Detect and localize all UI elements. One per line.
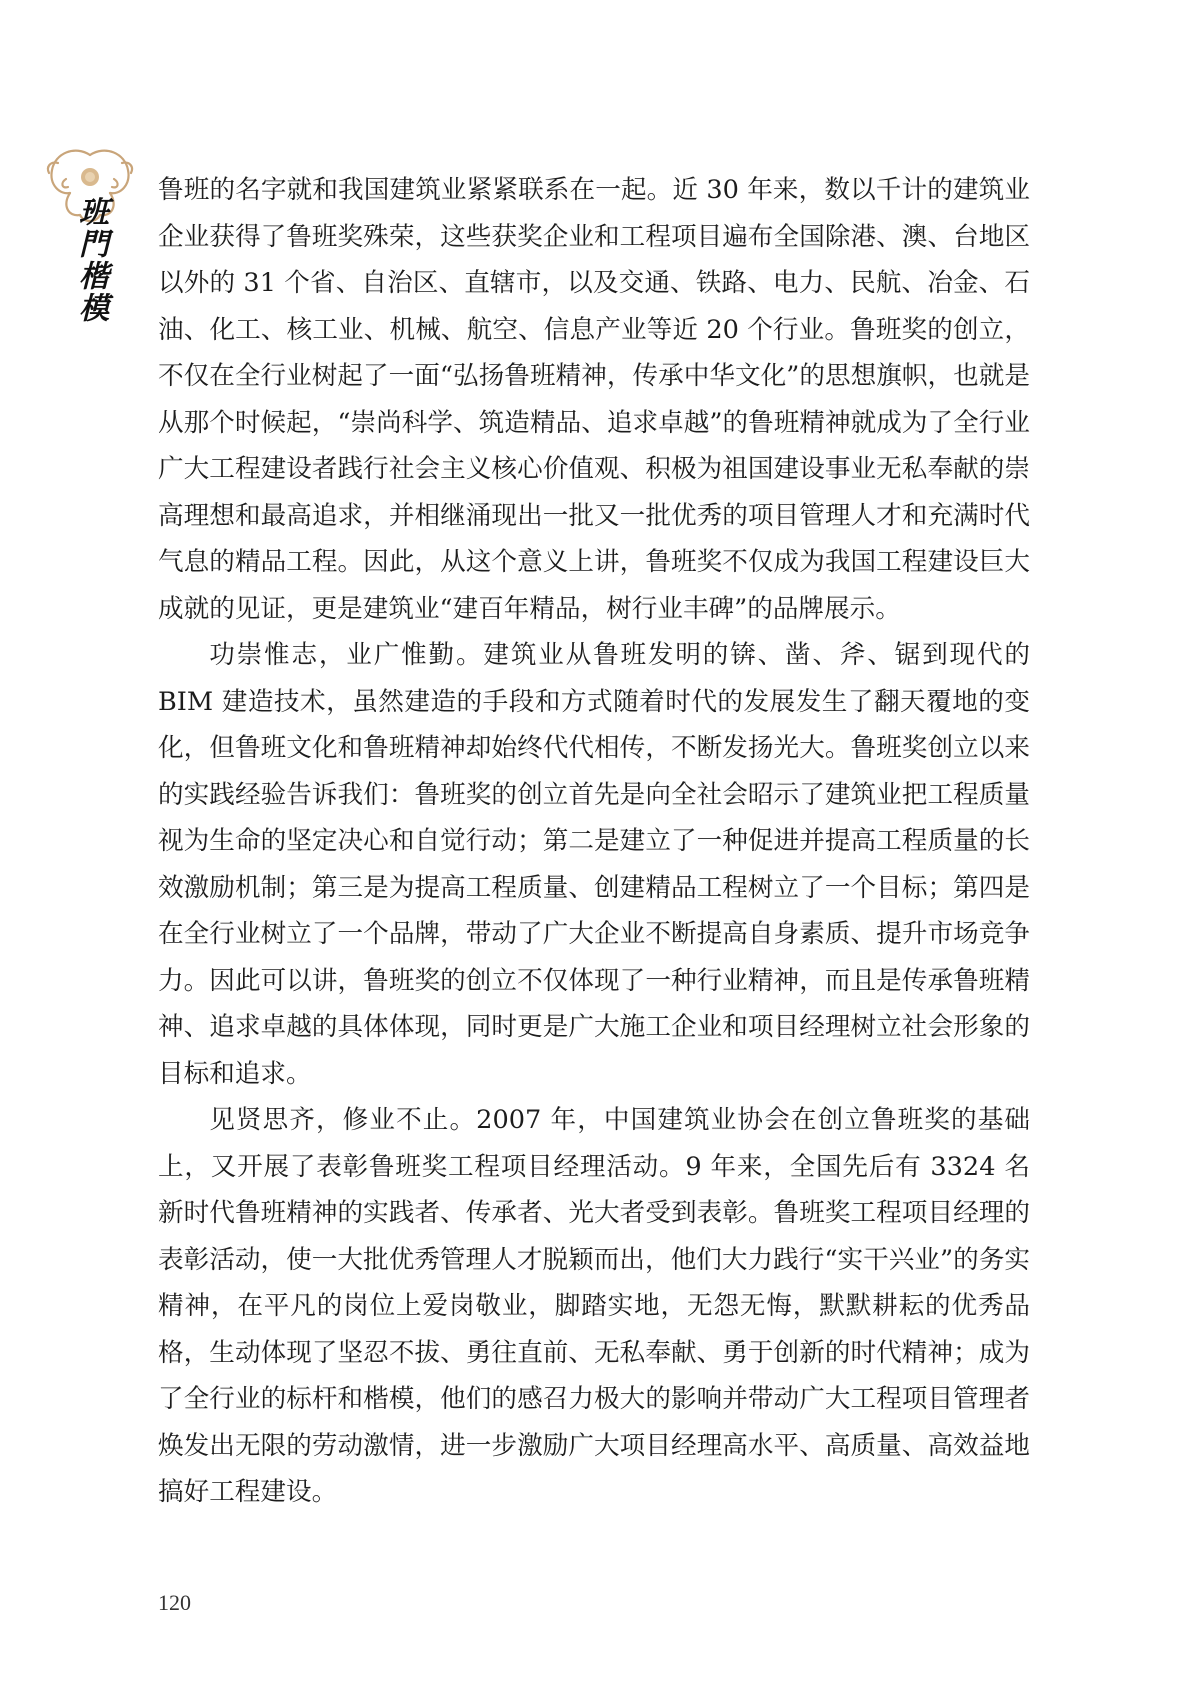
page-number: 120	[158, 1590, 191, 1615]
side-title: 班門楷模	[73, 196, 108, 324]
body-text	[158, 167, 1030, 1516]
paragraph-1: 鲁班的名字就和我国建筑业紧紧联系在一起。近 30 年来，数以千计的建筑业企业获得了鲁班奖殊荣，这些获奖企业和工程项目遍布全国除港、澳、台地区以外的 31 个省、自治区、直辖市，以及交通、铁路、电力、民航、冶金、石油、化工、核工业、机械、航空、信息产业等近 20 个行业。鲁班奖的创立，不仅在全行业树起了一面“弘扬鲁班精神，传承中华文化”的思想旗帜，也就是从那个时候起，“崇尚科学、筑造精品、追求卓越”的鲁班精神就成为了全行业广大工程建设者践行社会主义核心价值观、积极为祖国建设事业无私奉献的崇高理想和最高追求，并相继涌现出一批又一批优秀的项目管理人才和充满时代气息的精品工程。因此，从这个意义上讲，鲁班奖不仅成为我国工程建设巨大成就的见证，更是建筑业“建百年精品，树行业丰碑”的品牌展示。	[158, 175, 1030, 624]
paragraph-2: 功崇惟志，业广惟勤。建筑业从鲁班发明的锛、凿、斧、锯到现代的 BIM 建造技术，虽然建造的手段和方式随着时代的发展发生了翻天覆地的变化，但鲁班文化和鲁班精神却始终代代相传，不断发扬光大。鲁班奖创立以来的实践经验告诉我们：鲁班奖的创立首先是向全社会昭示了建筑业把工程质量视为生命的坚定决心和自觉行动；第二是建立了一种促进并提高工程质量的长效激励机制；第三是为提高工程质量、创建精品工程树立了一个目标；第四是在全行业树立了一个品牌，带动了广大企业不断提高自身素质、提升市场竞争力。因此可以讲，鲁班奖的创立不仅体现了一种行业精神，而且是传承鲁班精神、追求卓越的具体体现，同时更是广大施工企业和项目经理树立社会形象的目标和追求。	[158, 640, 1030, 1089]
paragraph-3: 见贤思齐，修业不止。2007 年，中国建筑业协会在创立鲁班奖的基础上，又开展了表彰鲁班奖工程项目经理活动。9 年来，全国先后有 3324 名新时代鲁班精神的实践者、传承者、光大者受到表彰。鲁班奖工程项目经理的表彰活动，使一大批优秀管理人才脱颖而出，他们大力践行“实干兴业”的务实精神，在平凡的岗位上爱岗敬业，脚踏实地，无怨无悔，默默耕耘的优秀品格，生动体现了坚忍不拔、勇往直前、无私奉献、勇于创新的时代精神；成为了全行业的标杆和楷模，他们的感召力极大的影响并带动广大工程项目管理者焕发出无限的劳动激情，进一步激励广大项目经理高水平、高质量、高效益地搞好工程建设。	[158, 1105, 1030, 1507]
